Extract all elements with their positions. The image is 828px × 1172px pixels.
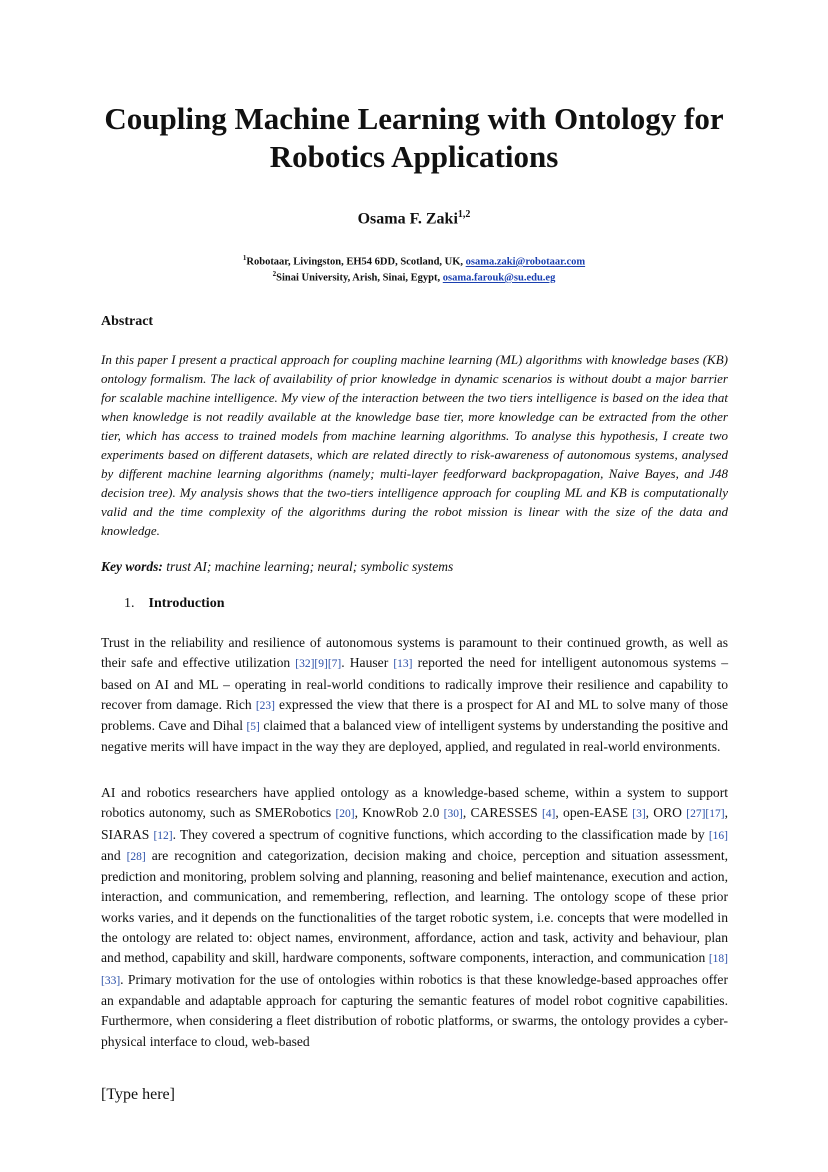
- paper-title: Coupling Machine Learning with Ontology for Robotics Applications: [104, 101, 724, 174]
- author-line: [0, 209, 828, 228]
- citation-link[interactable]: [30]: [443, 808, 463, 821]
- abstract-heading: Abstract: [101, 314, 154, 329]
- intro-paragraph-1: Trust in the reliability and resilience of autonomous systems is paramount to their continued growth, as well as their safe and effective utilization [32][9][7]. Hauser [13] reported the need for intelligent autonomous systems – based on AI and ML – operating in real-world conditions to radically improve their resilience and capability to recover from damage. Rich [23] expressed the view that there is a prospect for AI and ML to solve many of those problems. Cave and Dihal [5] claimed that a balanced view of intelligent systems by understanding the positive and negative merits will have impact in the way they are deployed, applied, and regulated in real-world environments.: [101, 635, 729, 755]
- affiliation-2: $^2$Sinai University, Arish, Sinai, Egypt, osama.farouk@su.edu.eg: [272, 270, 556, 284]
- section-heading: [124, 596, 224, 612]
- email-link-2[interactable]: osama.farouk@su.edu.eg: [442, 272, 556, 284]
- keywords-label: Key words:: [101, 559, 163, 574]
- abstract-text: In this paper I present a practical approach for coupling machine learning (ML) algorithms with knowledge bases (KB) ontology formalism. The lack of availability of prior knowledge in dynamic scenarios is without doubt a major barrier for scalable machine intelligence. My view of the interaction between the two tiers intelligence is based on the idea that when knowledge is not readily available at the knowledge base tier, more knowledge can be extracted from the other tier, which has access to trained models from machine learning algorithms. To analyse this hypothesis, I create two experiments based on different datasets, which are related directly to risk-awareness of autonomous systems, analysed by different machine learning algorithms (namely; multi-layer feedforward backpropagation, Naive Bayes, and J48 decision tree). My analysis shows that the two-tiers intelligence approach for coupling ML and KB is computationally valid and the time complexity of the algorithms during the robot mission is linear with the size of the data and knowledge.: [101, 352, 728, 538]
- citation-link[interactable]: [12]: [153, 829, 173, 842]
- keywords-text: trust AI; machine learning; neural; symbolic systems: [162, 559, 454, 574]
- page-footer: [Type here]: [101, 1086, 175, 1103]
- intro-paragraph-2: AI and robotics researchers have applied ontology as a knowledge-based scheme, within a system to support robotics autonomy, such as SMERobotics [20], KnowRob 2.0 [30], CARESSES [4], open-EASE [3], ORO [27][17], SIARAS [12]. They covered a spectrum of cognitive functions, which according to the classification made by [16] and [28] are recognition and categorization, decision making and choice, perception and situation assessment, prediction and monitoring, problem solving and planning, reasoning and belief maintenance, execution and action, interaction, and communication, and remembering, reflection, and learning. The ontology scope of these prior works varies, and it depends on the functionalities of the target robotic system, i.e. concepts that were modelled in the ontology are related to: object names, environment, affordance, action and task, activity and behaviour, plan and method, capability and skill, hardware components, software components, interaction, and communication [18][33]. Primary motivation for the use of ontologies within robotics is that these knowledge-based approaches offer an expandable and adaptable approach for capturing the semantic features of model robot cognitive capabilities. Furthermore, when considering a fleet distribution of robotic platforms, or swarms, the ontology provides a cyber-physical interface to cloud, web-based: [101, 785, 729, 1049]
- citation-link[interactable]: [20]: [335, 808, 355, 821]
- author-name: Osama F. Zaki: [357, 210, 458, 228]
- citation-link[interactable]: [4]: [541, 808, 556, 821]
- citation-link[interactable]: [23]: [255, 699, 275, 712]
- citation-link[interactable]: [32][9][7]: [295, 658, 342, 671]
- citation-link[interactable]: [16]: [708, 829, 729, 842]
- citation-link[interactable]: [5]: [246, 721, 260, 734]
- citation-link[interactable]: [13]: [393, 658, 413, 671]
- author-superscript: 1,2: [457, 209, 471, 220]
- citation-link[interactable]: [27][17]: [686, 808, 725, 821]
- keywords-line: [101, 559, 453, 575]
- email-link-1[interactable]: osama.zaki@robotaar.com: [465, 256, 586, 268]
- citation-link[interactable]: [28]: [126, 850, 146, 863]
- citation-link[interactable]: [3]: [632, 808, 646, 821]
- section-title: Introduction: [148, 596, 225, 611]
- section-number: 1.: [124, 596, 135, 611]
- citation-link[interactable]: [18][33]: [101, 953, 728, 987]
- affiliation-1: $^1$Robotaar, Livingston, EH54 6DD, Scotland, UK, osama.zaki@robotaar.com: [242, 254, 586, 268]
